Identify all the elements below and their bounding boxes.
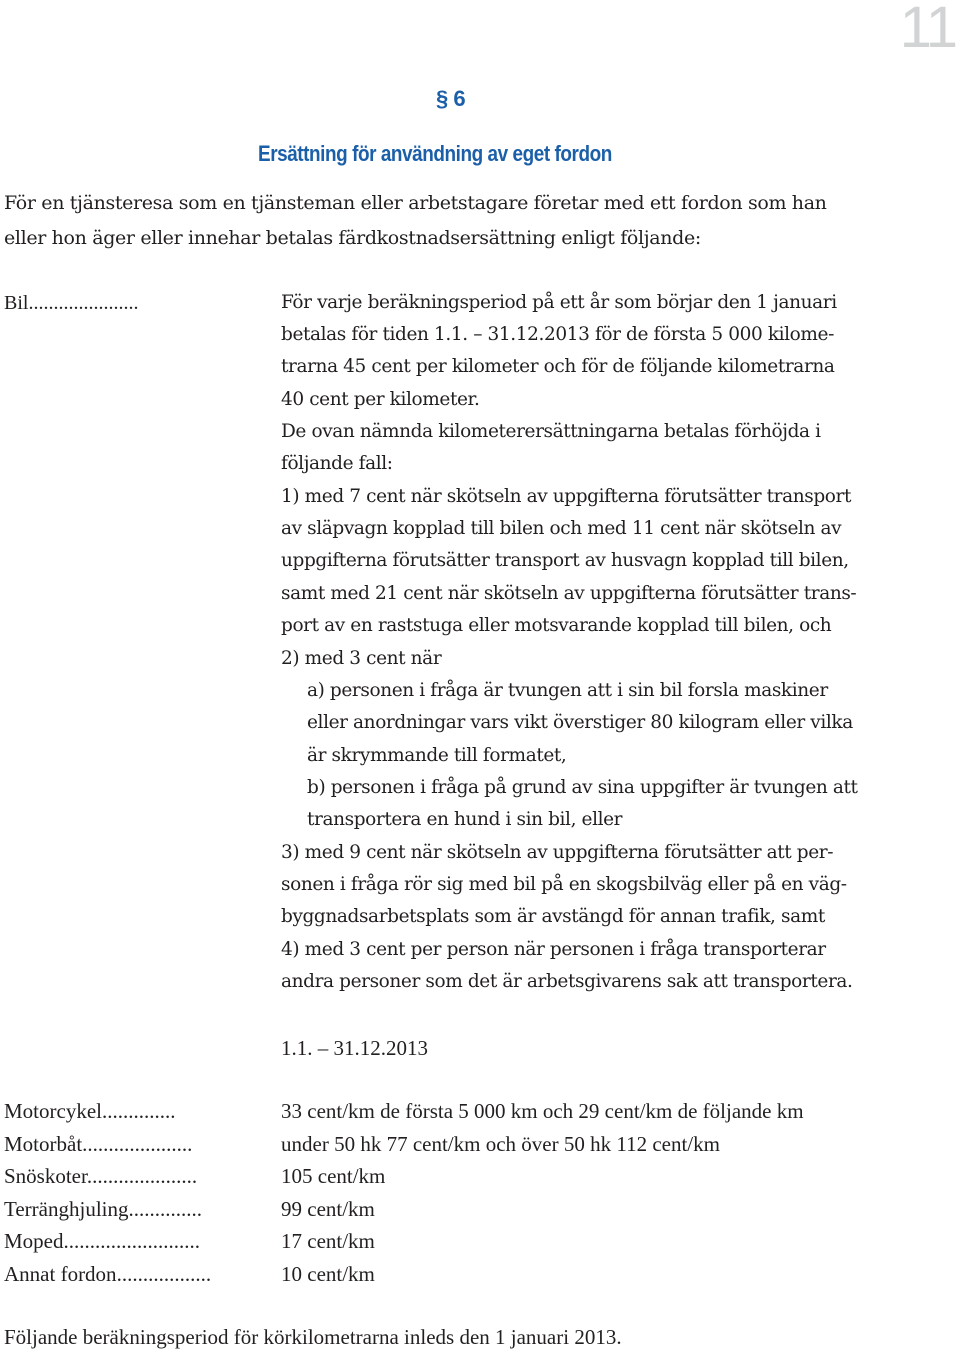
rate-value: under 50 hk 77 cent/km och över 50 hk 112 cent/km: [281, 1132, 720, 1156]
bil-line: b) personen i fråga på grund av sina uppgifter är tvungen att: [307, 777, 858, 798]
vehicle-label: [4, 1229, 200, 1254]
bil-line: För varje beräkningsperiod på ett år som börjar den 1 januari: [281, 292, 837, 313]
vehicle-name: Terränghjuling: [4, 1197, 129, 1221]
vehicle-label: [4, 1132, 192, 1157]
vehicle-label: [4, 1262, 211, 1287]
rate-value: 33 cent/km de första 5 000 km och 29 cent/km de följande km: [281, 1099, 804, 1123]
bil-line: 1) med 7 cent när skötseln av uppgifterna förutsätter transport: [281, 486, 852, 507]
section-number: § 6: [436, 86, 466, 111]
bil-line: 2) med 3 cent när: [281, 648, 442, 669]
leader-dots: ..............: [128, 1197, 202, 1221]
vehicle-label: [4, 1099, 175, 1124]
bil-label: [4, 292, 138, 315]
footer-note: Följande beräkningsperiod för körkilometrarna inleds den 1 januari 2013.: [4, 1325, 622, 1349]
vehicle-name: Annat fordon: [4, 1262, 117, 1286]
bil-line: följande fall:: [281, 453, 393, 474]
bil-line: a) personen i fråga är tvungen att i sin bil forsla maskiner: [307, 680, 828, 701]
section-title: Ersättning för användning av eget fordon: [258, 141, 612, 166]
rate-value: 10 cent/km: [281, 1262, 375, 1286]
leader-dots: ..........................: [63, 1229, 200, 1253]
bil-line: av släpvagn kopplad till bilen och med 11 cent när skötseln av: [281, 518, 842, 539]
bil-line: betalas för tiden 1.1. – 31.12.2013 för de första 5 000 kilome-: [281, 324, 834, 345]
bil-line: 40 cent per kilometer.: [281, 389, 480, 410]
bil-line: samt med 21 cent när skötseln av uppgifterna förutsätter trans-: [281, 583, 857, 604]
vehicle-name: Moped: [4, 1229, 64, 1253]
vehicle-name: Motorcykel: [4, 1099, 102, 1123]
vehicle-name: Motorbåt: [4, 1132, 83, 1156]
leader-dots: ..................: [116, 1262, 212, 1286]
vehicle-name: Bil: [4, 292, 29, 314]
leader-dots: ......................: [28, 292, 139, 314]
vehicle-label: [4, 1164, 197, 1189]
bil-line: De ovan nämnda kilometerersättningarna betalas förhöjda i: [281, 421, 821, 442]
leader-dots: ..............: [101, 1099, 176, 1123]
bil-line: byggnadsarbetsplats som är avstängd för annan trafik, samt: [281, 906, 825, 927]
bil-line: är skrymmande till formatet,: [307, 745, 567, 766]
bil-line: 4) med 3 cent per person när personen i fråga transporterar: [281, 939, 826, 960]
vehicle-label: [4, 1197, 202, 1222]
intro-line: För en tjänsteresa som en tjänsteman eller arbetstagare företar med ett fordon som han: [4, 192, 827, 214]
bil-line: eller anordningar vars vikt överstiger 80 kilogram eller vilka: [307, 712, 853, 733]
bil-line: 3) med 9 cent när skötseln av uppgifterna förutsätter att per-: [281, 842, 834, 863]
bil-line: port av en raststuga eller motsvarande kopplad till bilen, och: [281, 615, 832, 636]
rate-value: 99 cent/km: [281, 1197, 375, 1221]
rate-value: 105 cent/km: [281, 1164, 386, 1188]
bil-line: sonen i fråga rör sig med bil på en skogsbilväg eller på en väg-: [281, 874, 847, 895]
intro-line: eller hon äger eller innehar betalas färdkostnadsersättning enligt följande:: [4, 227, 701, 249]
page-number: 11: [899, 0, 956, 60]
vehicle-name: Snöskoter: [4, 1164, 87, 1188]
leader-dots: .....................: [82, 1132, 193, 1156]
bil-line: trarna 45 cent per kilometer och för de följande kilometrarna: [281, 356, 835, 377]
rate-value: 17 cent/km: [281, 1229, 375, 1253]
bil-line: andra personer som det är arbetsgivarens sak att transportera.: [281, 971, 853, 992]
bil-line: uppgifterna förutsätter transport av husvagn kopplad till bilen,: [281, 550, 849, 571]
bil-line: transportera en hund i sin bil, eller: [307, 809, 623, 830]
period-label: 1.1. – 31.12.2013: [281, 1036, 428, 1060]
leader-dots: .....................: [86, 1164, 198, 1188]
